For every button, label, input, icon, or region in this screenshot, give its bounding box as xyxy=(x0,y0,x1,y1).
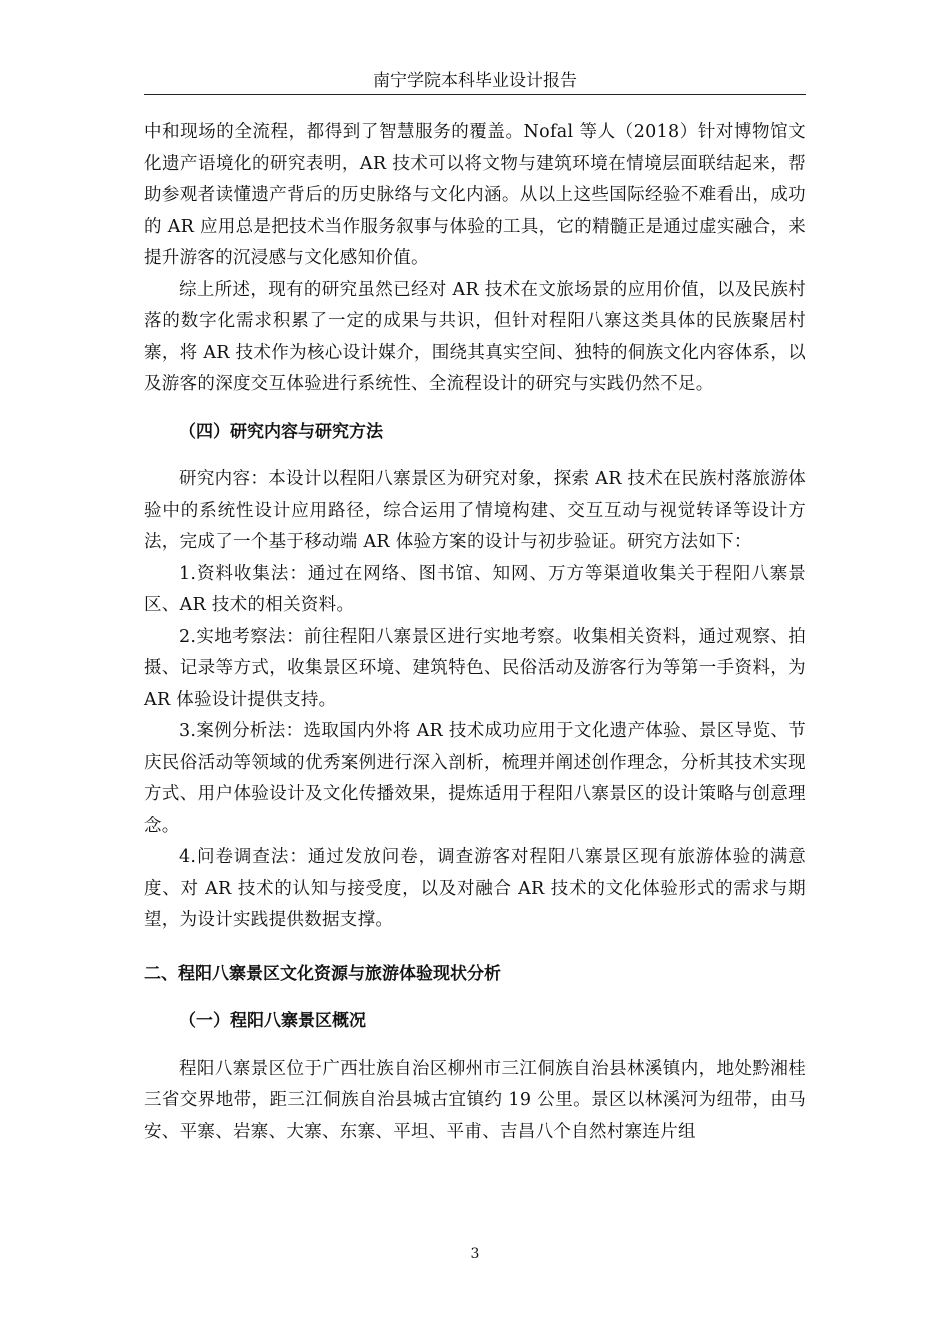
section-heading-research: （四）研究内容与研究方法 xyxy=(179,421,383,442)
page-header xyxy=(144,68,806,95)
paragraph-research-content: 研究内容：本设计以程阳八寨景区为研究对象，探索 AR 技术在民族村落旅游体验中的系统性设计应用路径，综合运用了情境构建、交互互动与视觉转译等设计方法，完成了一个基于移动端 AR 体验方案的设计与初步验证。研究方法如下： xyxy=(144,469,806,552)
page-body xyxy=(144,117,806,1148)
section-heading-overview: （一）程阳八寨景区概况 xyxy=(179,1011,366,1031)
method-item: 3.案例分析法：选取国内外将 AR 技术成功应用于文化遗产体验、景区导览、节庆民俗活动等领域的优秀案例进行深入剖析，梳理并阐述创作理念，分析其技术实现方式、用户体验设计及文化传播效果，提炼适用于程阳八寨景区的设计策略与创意理念。 xyxy=(144,721,806,836)
paragraph-overview: 程阳八寨景区位于广西壮族自治区柳州市三江侗族自治县林溪镇内，地处黔湘桂三省交界地带，距三江侗族自治县城古宜镇约 19 公里。景区以林溪河为纽带，由马安、平寨、岩寨、大寨、东寨、平坦、平甫、吉昌八个自然村寨连片组 xyxy=(144,1058,806,1142)
method-item: 2.实地考察法：前往程阳八寨景区进行实地考察。收集相关资料，通过观察、拍摄、记录等方式，收集景区环境、建筑特色、民俗活动及游客行为等第一手资料，为 AR 体验设计提供支持。 xyxy=(144,626,806,710)
chapter-heading: 二、程阳八寨景区文化资源与旅游体验现状分析 xyxy=(144,963,501,984)
paragraph-summary: 综上所述，现有的研究虽然已经对 AR 技术在文旅场景的应用价值，以及民族村落的数字化需求积累了一定的成果与共识，但针对程阳八寨这类具体的民族聚居村寨，将 AR 技术作为核心设计媒介，围绕其真实空间、独特的侗族文化内容体系，以及游客的深度交互体验进行系统性、全流程设计的研究与实践仍然不足。 xyxy=(144,279,806,394)
header-title: 南宁学院本科毕业设计报告 xyxy=(373,71,577,91)
page-number: 3 xyxy=(470,1246,480,1262)
method-item: 4.问卷调查法：通过发放问卷，调查游客对程阳八寨景区现有旅游体验的满意度、对 AR 技术的认知与接受度，以及对融合 AR 技术的文化体验形式的需求与期望，为设计实践提供数据支撑。 xyxy=(144,847,806,930)
paragraph-continued: 中和现场的全流程，都得到了智慧服务的覆盖。Nofal 等人（2018）针对博物馆文化遗产语境化的研究表明，AR 技术可以将文物与建筑环境在情境层面联结起来，帮助参观者读懂遗产背后的历史脉络与文化内涵。从以上这些国际经验不难看出，成功的 AR 应用总是把技术当作服务叙事与体验的工具，它的精髓正是通过虚实融合，来提升游客的沉浸感与文化感知价值。 xyxy=(144,122,806,268)
method-item: 1.资料收集法：通过在网络、图书馆、知网、万方等渠道收集关于程阳八寨景区、AR 技术的相关资料。 xyxy=(144,563,806,615)
